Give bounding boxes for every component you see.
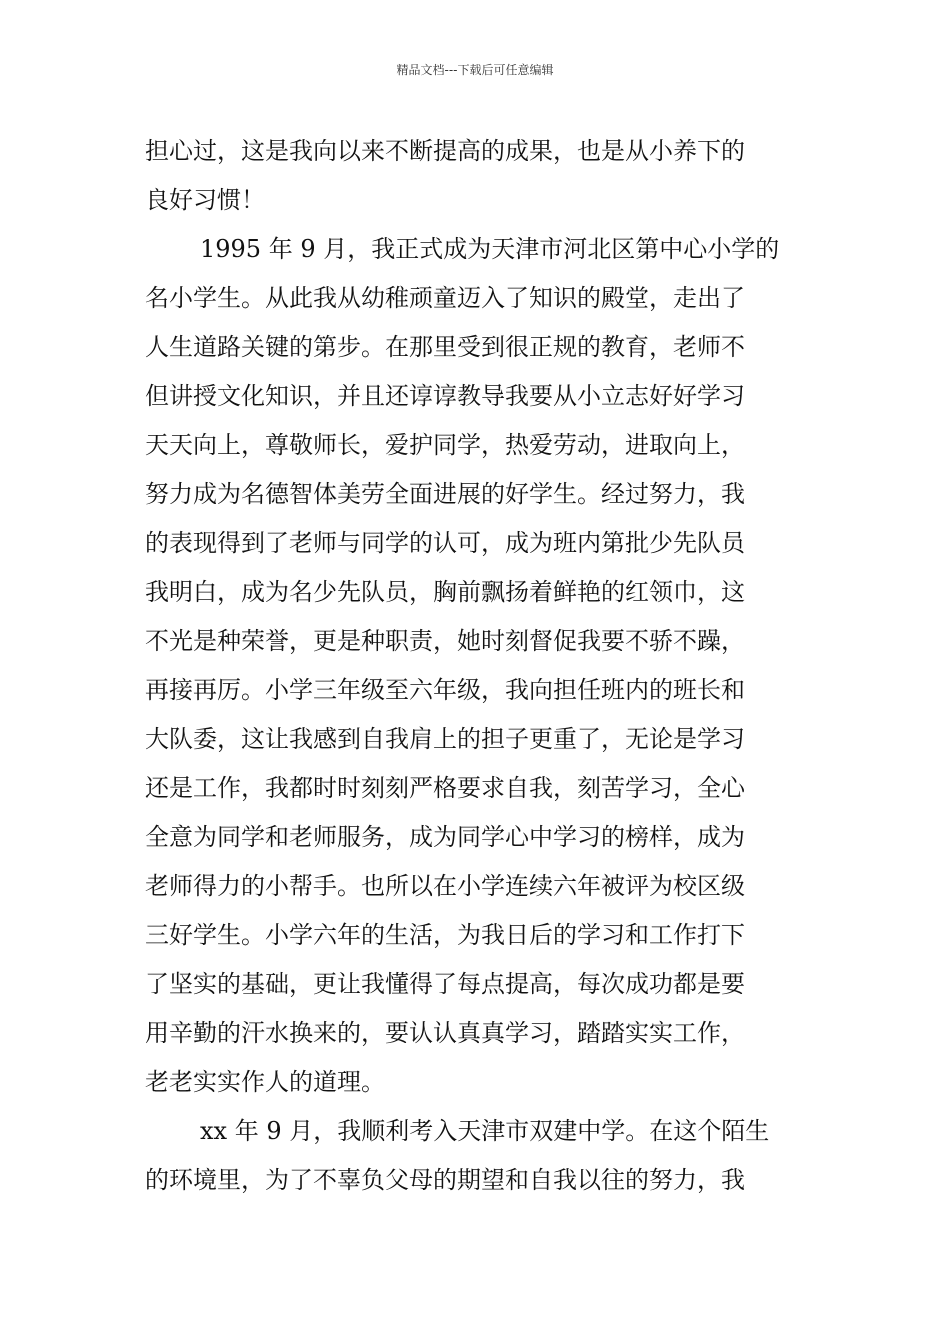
text-line: 大队委，这让我感到自我肩上的担子更重了，无论是学习 [145, 725, 745, 753]
text-line: 1995 年 9 月，我正式成为天津市河北区第中心小学的 [200, 235, 780, 263]
text-line: 人生道路关键的第步。在那里受到很正规的教育，老师不 [145, 333, 745, 361]
text-line: 了坚实的基础，更让我懂得了每点提高，每次成功都是要 [145, 970, 745, 998]
text-line: 老老实实作人的道理。 [145, 1068, 385, 1096]
text-line: 良好习惯！ [145, 186, 265, 214]
paragraph [145, 1107, 810, 1205]
text-line: 再接再厉。小学三年级至六年级，我向担任班内的班长和 [145, 676, 745, 704]
text-line: xx 年 9 月，我顺利考入天津市双建中学。在这个陌生 [200, 1117, 770, 1145]
text-line: 的表现得到了老师与同学的认可，成为班内第批少先队员 [145, 529, 745, 557]
text-line: 还是工作，我都时时刻刻严格要求自我，刻苦学习，全心 [145, 774, 745, 802]
text-line: 努力成为名德智体美劳全面进展的好学生。经过努力，我 [145, 480, 745, 508]
text-line: 的环境里，为了不辜负父母的期望和自我以往的努力，我 [145, 1166, 745, 1194]
text-line: 名小学生。从此我从幼稚顽童迈入了知识的殿堂，走出了 [145, 284, 745, 312]
text-line: 全意为同学和老师服务，成为同学心中学习的榜样，成为 [145, 823, 745, 851]
text-line: 老师得力的小帮手。也所以在小学连续六年被评为校区级 [145, 872, 745, 900]
text-line: 我明白，成为名少先队员，胸前飘扬着鲜艳的红领巾，这 [145, 578, 745, 606]
paragraph [145, 127, 810, 225]
text-line: 用辛勤的汗水换来的，要认认真真学习，踏踏实实工作， [145, 1019, 745, 1047]
text-line: 担心过，这是我向以来不断提高的成果，也是从小养下的 [145, 137, 745, 165]
text-line: 不光是种荣誉，更是种职责，她时刻督促我要不骄不躁， [145, 627, 745, 655]
text-line: 天天向上，尊敬师长，爱护同学，热爱劳动，进取向上， [145, 431, 745, 459]
page-header: 精品文档---下载后可任意编辑 [396, 63, 554, 77]
document-body [145, 127, 810, 1205]
paragraph [145, 225, 810, 1107]
text-line: 三好学生。小学六年的生活，为我日后的学习和工作打下 [145, 921, 745, 949]
text-line: 但讲授文化知识，并且还谆谆教导我要从小立志好好学习 [145, 382, 745, 410]
